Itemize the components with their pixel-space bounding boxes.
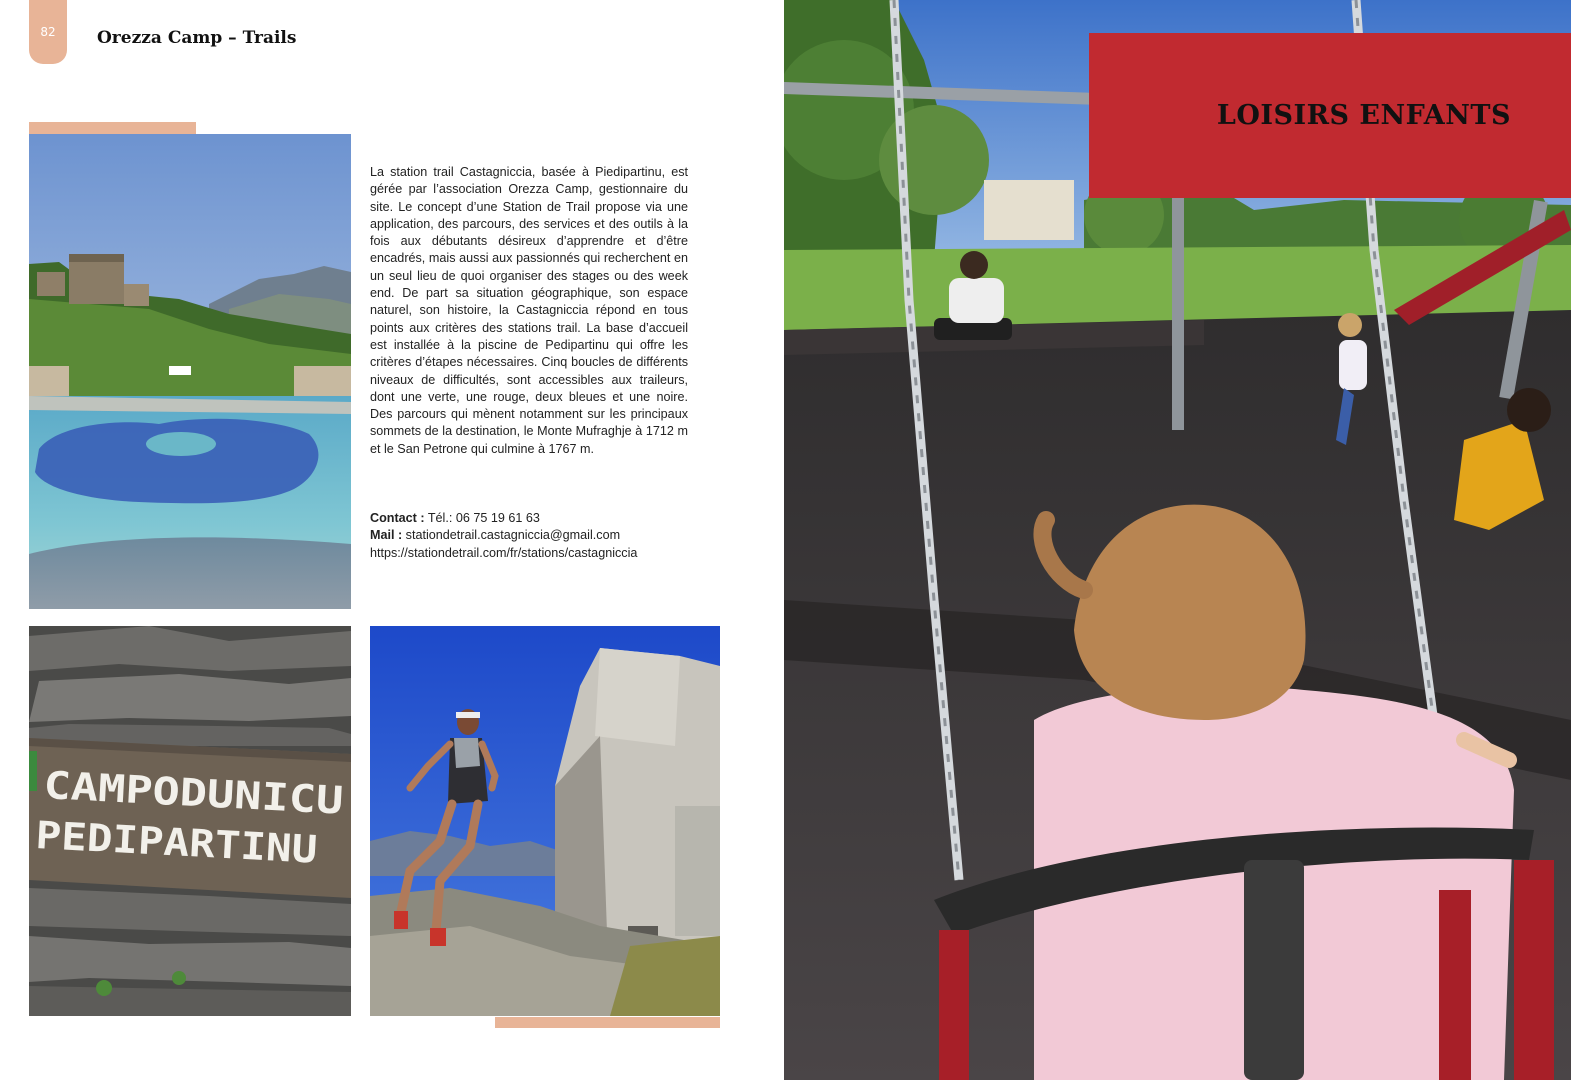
section-title-box [1089, 33, 1571, 198]
contact-block [370, 510, 700, 562]
page-header-title: Orezza Camp – Trails [97, 28, 297, 48]
photo-pool-village [29, 134, 351, 609]
contact-line [370, 510, 700, 527]
mail-address[interactable]: stationdetrail.castagniccia@gmail.com [402, 528, 621, 543]
accent-bar-top [29, 122, 196, 134]
page-number-tab [29, 0, 67, 64]
sign-text-line-2: PEDIPARTINU [34, 813, 289, 871]
mail-label: Mail : [370, 528, 403, 543]
article-body: La station trail Castagniccia, basée à Piedipartinu, est gérée par l’association Orezza Camp, gestionnaire du site. Le concept d’une Station de Trail propose via une application, des parcours, des services et des outils à la fois aux débutants désireux d’apprendre et d’être encadrés, mais aussi aux passionnés qui recherchent en un seul lieu de quoi organiser des stages ou des week end. De part sa situation géographique, son espace naturel, son histoire, la Castagniccia répond en tous points aux critères des stations trail. La base d’accueil est installée à la piscine de Pedipartinu qui offre les critères d’étapes nécessaires. Cinq boucles de différents niveaux de difficultés, sont accessibles aux traileurs, dont une verte, une rouge, deux bleues et une noire. Des parcours qui mènent notamment sur les principaux sommets de la destination, le Monte Mufraghje à 1712 m et le San Petrone qui culmine à 1767 m. [370, 165, 688, 456]
mail-line [370, 527, 700, 544]
section-title: LOISIRS ENFANTS [1216, 100, 1511, 131]
page-number: 82 [40, 25, 56, 39]
website-link[interactable]: https://stationdetrail.com/fr/stations/castagniccia [370, 545, 638, 560]
left-page [0, 0, 784, 1080]
contact-label: Contact : [370, 511, 425, 525]
accent-bar-bottom [495, 1017, 720, 1028]
photo-sign-campodunicu [29, 626, 351, 1016]
contact-phone: Tél.: 06 75 19 61 63 [424, 511, 540, 525]
photo-trail-runner [370, 626, 720, 1016]
sign-text-line-1: CAMPODUNICU [42, 763, 297, 821]
